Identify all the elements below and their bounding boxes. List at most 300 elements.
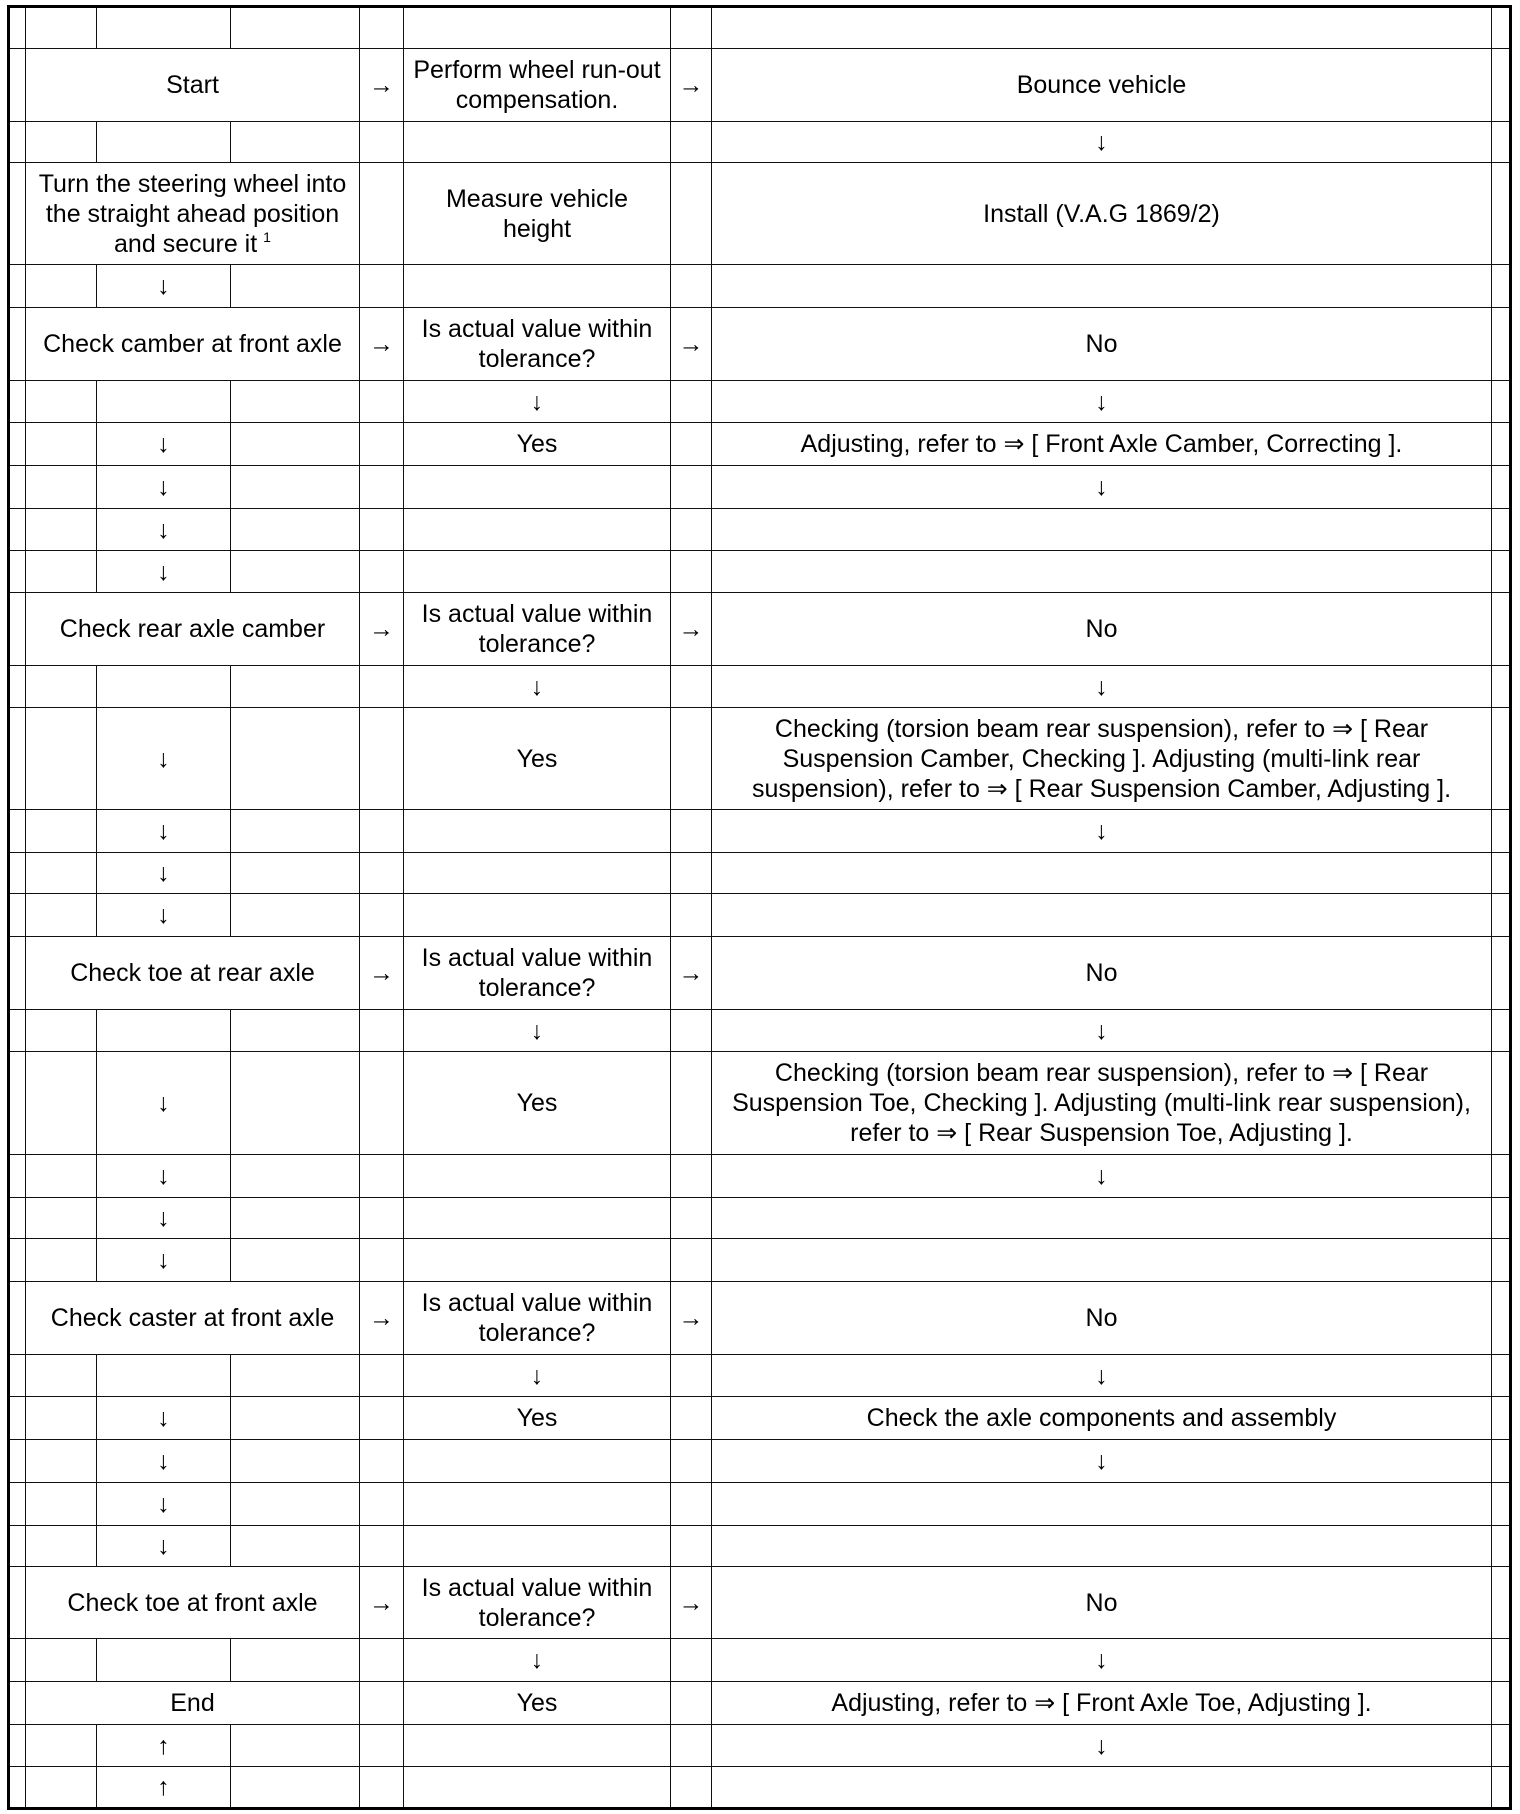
result-cell-content xyxy=(1086,1588,1118,1618)
result-cell xyxy=(712,1483,1492,1526)
connector-arrow-cell xyxy=(360,466,404,509)
connector-arrow-cell xyxy=(671,894,712,937)
arrow-right-icon: → xyxy=(678,959,704,987)
empty-cell xyxy=(26,1767,97,1808)
result-cell xyxy=(712,466,1492,509)
check-cell xyxy=(404,1010,671,1052)
step-cell xyxy=(26,163,360,265)
arrow-down-icon: ↓ xyxy=(157,744,170,773)
check-cell xyxy=(404,1198,671,1239)
connector-arrow-cell xyxy=(671,1198,712,1239)
connector-arrow-cell xyxy=(671,937,712,1010)
flow-arrow-cell-content xyxy=(157,1446,170,1476)
empty-cell xyxy=(26,509,97,551)
check-cell-content xyxy=(517,744,558,774)
connector-arrow-cell xyxy=(671,1052,712,1155)
arrow-down-icon: ↓ xyxy=(157,1204,170,1232)
flow-arrow-cell-content xyxy=(157,1203,170,1233)
result-cell xyxy=(712,1010,1492,1052)
margin-cell-left xyxy=(8,122,26,163)
flow-arrow-cell xyxy=(97,1483,231,1526)
result-cell xyxy=(712,1725,1492,1767)
check-cell-content xyxy=(517,1403,558,1433)
margin-cell-right xyxy=(1492,1155,1511,1198)
result-cell-label: Checking (torsion beam rear suspension), refer to ⇒ [ Rear Suspension Camber, Checking ]. Adjusting (multi-link rear suspension), refer to ⇒ [ Rear Suspension Camber, Adjusting ]. xyxy=(751,714,1452,803)
arrow-down-icon: ↓ xyxy=(1095,817,1108,845)
empty-cell xyxy=(231,122,360,163)
footnote-marker: 1 xyxy=(263,228,271,245)
arrow-down-icon: ↓ xyxy=(157,817,170,845)
result-cell-content xyxy=(719,714,1484,804)
connector-arrow-cell xyxy=(671,1155,712,1198)
result-cell-content xyxy=(719,1058,1484,1148)
connector-arrow-cell xyxy=(671,509,712,551)
result-cell xyxy=(712,265,1492,308)
check-cell-content xyxy=(517,1088,558,1118)
step-cell-content xyxy=(33,169,352,259)
connector-arrow-cell xyxy=(671,122,712,163)
flow-arrow-cell xyxy=(97,1526,231,1567)
margin-cell-left xyxy=(8,308,26,381)
margin-cell-left xyxy=(8,1725,26,1767)
connector-arrow-cell xyxy=(671,1355,712,1397)
empty-cell xyxy=(26,1010,97,1052)
connector-arrow-cell xyxy=(360,308,404,381)
flow-arrow-cell xyxy=(97,1725,231,1767)
empty-cell xyxy=(231,853,360,894)
margin-cell-left xyxy=(8,810,26,853)
check-cell-label: Is actual value within tolerance? xyxy=(421,315,653,373)
arrow-right-icon: → xyxy=(369,1304,394,1332)
margin-cell-right xyxy=(1492,1639,1511,1682)
flow-arrow-cell xyxy=(97,1198,231,1239)
flow-arrow-cell-content xyxy=(157,1245,170,1275)
step-cell xyxy=(26,593,360,666)
margin-cell-right xyxy=(1492,308,1511,381)
result-cell xyxy=(712,163,1492,265)
margin-cell-left xyxy=(8,1052,26,1155)
empty-cell xyxy=(231,1440,360,1483)
margin-cell-right xyxy=(1492,708,1511,810)
check-cell xyxy=(404,551,671,593)
arrow-right-icon: → xyxy=(369,330,394,358)
result-cell xyxy=(712,1682,1492,1725)
arrow-down-icon: ↓ xyxy=(157,1490,170,1518)
margin-cell-right xyxy=(1492,466,1511,509)
check-cell xyxy=(404,163,671,265)
result-cell xyxy=(712,937,1492,1010)
flow-arrow-cell-content xyxy=(157,858,170,888)
empty-cell xyxy=(26,1397,97,1440)
arrow-right-icon: → xyxy=(678,615,704,643)
check-cell-label: Yes xyxy=(516,1404,558,1432)
check-cell-label: Yes xyxy=(516,430,558,458)
check-cell-content xyxy=(411,55,663,115)
step-cell-content xyxy=(43,329,342,359)
connector-arrow-cell xyxy=(360,163,404,265)
connector-arrow-cell xyxy=(671,1567,712,1639)
result-cell-content xyxy=(1095,1645,1108,1675)
check-cell xyxy=(404,265,671,308)
connector-arrow-cell xyxy=(671,265,712,308)
flow-arrow-cell-content xyxy=(157,515,170,545)
margin-cell-left xyxy=(8,853,26,894)
flow-arrow-cell-content xyxy=(157,1403,170,1433)
result-cell xyxy=(712,1198,1492,1239)
margin-cell-left xyxy=(8,1355,26,1397)
step-cell-label: Check toe at front axle xyxy=(67,1588,318,1617)
empty-cell xyxy=(231,265,360,308)
margin-cell-right xyxy=(1492,894,1511,937)
margin-cell-right xyxy=(1492,381,1511,423)
connector-arrow-cell xyxy=(671,1010,712,1052)
margin-cell-right xyxy=(1492,1397,1511,1440)
arrow-down-icon: ↓ xyxy=(157,1089,170,1117)
margin-cell-right xyxy=(1492,122,1511,163)
empty-cell xyxy=(26,894,97,937)
flow-arrow-cell-content xyxy=(157,429,170,459)
margin-cell-left xyxy=(8,49,26,122)
empty-cell xyxy=(231,381,360,423)
check-cell-content xyxy=(411,314,663,374)
margin-cell-right xyxy=(1492,1526,1511,1567)
check-cell xyxy=(404,1767,671,1808)
check-cell-content xyxy=(411,943,663,1003)
margin-cell-left xyxy=(8,1682,26,1725)
connector-arrow-cell xyxy=(671,423,712,466)
margin-cell-left xyxy=(8,381,26,423)
check-cell xyxy=(404,381,671,423)
margin-cell-left xyxy=(8,1282,26,1355)
flow-arrow-cell xyxy=(97,810,231,853)
result-cell-content xyxy=(1095,672,1108,702)
connector-arrow-cell xyxy=(671,810,712,853)
margin-cell-right xyxy=(1492,1725,1511,1767)
arrow-down-icon: ↓ xyxy=(157,859,170,887)
empty-cell xyxy=(26,1483,97,1526)
check-cell xyxy=(404,708,671,810)
connector-arrow-cell xyxy=(671,666,712,708)
empty-cell xyxy=(26,1239,97,1282)
result-cell-content xyxy=(1086,329,1118,359)
connector-arrow-cell xyxy=(360,1010,404,1052)
check-cell xyxy=(404,666,671,708)
margin-cell-left xyxy=(8,894,26,937)
flow-arrow-cell-content xyxy=(157,1772,170,1802)
flow-arrow-cell xyxy=(97,1239,231,1282)
arrow-down-icon: ↓ xyxy=(1095,1162,1108,1190)
result-cell-content xyxy=(1086,614,1118,644)
arrow-down-icon: ↓ xyxy=(1095,1361,1108,1390)
margin-cell-left xyxy=(8,509,26,551)
check-cell xyxy=(404,1155,671,1198)
check-cell xyxy=(404,1440,671,1483)
empty-cell xyxy=(26,265,97,308)
check-cell-label: Is actual value within tolerance? xyxy=(421,600,653,658)
empty-cell xyxy=(26,1526,97,1567)
check-cell xyxy=(404,1639,671,1682)
result-cell-content xyxy=(1095,1446,1108,1476)
empty-cell xyxy=(26,1198,97,1239)
empty-cell xyxy=(26,423,97,466)
connector-arrow-cell xyxy=(671,1767,712,1808)
empty-cell xyxy=(231,1767,360,1808)
connector-arrow-cell xyxy=(360,894,404,937)
margin-cell-right xyxy=(1492,1355,1511,1397)
empty-cell xyxy=(231,6,360,49)
connector-arrow-cell xyxy=(671,708,712,810)
connector-arrow-cell xyxy=(671,6,712,49)
margin-cell-right xyxy=(1492,1483,1511,1526)
connector-arrow-cell-content xyxy=(679,70,704,100)
connector-arrow-cell xyxy=(360,509,404,551)
check-cell-content xyxy=(517,429,558,459)
check-cell-content xyxy=(411,184,663,244)
flow-arrow-cell xyxy=(97,423,231,466)
result-cell-content xyxy=(1095,387,1108,417)
connector-arrow-cell xyxy=(360,810,404,853)
result-cell xyxy=(712,122,1492,163)
flow-arrow-cell-content xyxy=(157,1161,170,1191)
arrow-down-icon: ↓ xyxy=(530,387,544,416)
step-cell xyxy=(26,1567,360,1639)
check-cell-content xyxy=(411,1288,663,1348)
arrow-down-icon: ↓ xyxy=(157,430,170,458)
connector-arrow-cell-content xyxy=(369,614,394,644)
result-cell-label: No xyxy=(1085,1304,1118,1332)
margin-cell-left xyxy=(8,593,26,666)
flow-arrow-cell xyxy=(97,551,231,593)
connector-arrow-cell xyxy=(360,6,404,49)
check-cell xyxy=(404,423,671,466)
empty-cell xyxy=(231,894,360,937)
result-cell-content xyxy=(801,429,1403,459)
check-cell xyxy=(404,1355,671,1397)
connector-arrow-cell xyxy=(671,381,712,423)
empty-cell xyxy=(26,853,97,894)
empty-cell xyxy=(26,122,97,163)
empty-cell xyxy=(231,810,360,853)
check-cell xyxy=(404,593,671,666)
margin-cell-right xyxy=(1492,1052,1511,1155)
flow-arrow-cell xyxy=(97,1639,231,1682)
flow-arrow-cell xyxy=(97,509,231,551)
margin-cell-right xyxy=(1492,1440,1511,1483)
connector-arrow-cell xyxy=(671,1239,712,1282)
check-cell-label: Yes xyxy=(516,1689,558,1717)
margin-cell-left xyxy=(8,423,26,466)
empty-cell xyxy=(231,1639,360,1682)
connector-arrow-cell xyxy=(360,1355,404,1397)
check-cell xyxy=(404,810,671,853)
margin-cell-right xyxy=(1492,1198,1511,1239)
connector-arrow-cell xyxy=(360,1526,404,1567)
result-cell-label: Bounce vehicle xyxy=(1016,71,1187,99)
empty-cell xyxy=(26,1725,97,1767)
flow-arrow-cell-content xyxy=(157,744,170,774)
margin-cell-right xyxy=(1492,1010,1511,1052)
empty-cell xyxy=(231,466,360,509)
margin-cell-left xyxy=(8,937,26,1010)
arrow-down-icon: ↓ xyxy=(1095,387,1108,416)
flow-arrow-cell xyxy=(97,1052,231,1155)
empty-cell xyxy=(231,551,360,593)
margin-cell-right xyxy=(1492,265,1511,308)
check-cell-label: Is actual value within tolerance? xyxy=(421,944,653,1002)
arrow-down-icon: ↓ xyxy=(530,1646,544,1674)
check-cell xyxy=(404,308,671,381)
arrow-up-icon: ↑ xyxy=(157,1731,170,1760)
margin-cell-right xyxy=(1492,163,1511,265)
arrow-right-icon: → xyxy=(369,615,394,643)
margin-cell-right xyxy=(1492,49,1511,122)
arrow-right-icon: → xyxy=(369,959,394,987)
flow-arrow-cell-content xyxy=(157,472,170,502)
margin-cell-left xyxy=(8,551,26,593)
arrow-down-icon: ↓ xyxy=(157,557,170,586)
arrow-right-icon: → xyxy=(369,1588,394,1617)
check-cell xyxy=(404,1239,671,1282)
check-cell-content xyxy=(531,672,544,702)
margin-cell-right xyxy=(1492,1567,1511,1639)
result-cell xyxy=(712,308,1492,381)
margin-cell-left xyxy=(8,1567,26,1639)
arrow-right-icon: → xyxy=(678,71,704,99)
result-cell xyxy=(712,381,1492,423)
connector-arrow-cell xyxy=(360,1725,404,1767)
step-cell xyxy=(26,1682,360,1725)
flow-arrow-cell xyxy=(97,666,231,708)
margin-cell-left xyxy=(8,1440,26,1483)
arrow-down-icon: ↓ xyxy=(157,1447,170,1475)
margin-cell-left xyxy=(8,163,26,265)
connector-arrow-cell xyxy=(671,1682,712,1725)
empty-cell xyxy=(231,1355,360,1397)
result-cell xyxy=(712,1282,1492,1355)
connector-arrow-cell-content xyxy=(679,329,704,359)
margin-cell-left xyxy=(8,1397,26,1440)
step-cell-content xyxy=(70,958,315,988)
result-cell-label: Check the axle components and assembly xyxy=(866,1404,1337,1432)
connector-arrow-cell-content xyxy=(369,70,394,100)
arrow-down-icon: ↓ xyxy=(1095,1447,1108,1475)
result-cell xyxy=(712,6,1492,49)
empty-cell xyxy=(231,509,360,551)
arrow-down-icon: ↓ xyxy=(1095,1016,1108,1045)
connector-arrow-cell xyxy=(360,1239,404,1282)
connector-arrow-cell xyxy=(671,593,712,666)
empty-cell xyxy=(231,423,360,466)
check-cell-content xyxy=(531,1645,544,1675)
flow-arrow-cell xyxy=(97,1355,231,1397)
step-cell xyxy=(26,937,360,1010)
check-cell xyxy=(404,49,671,122)
result-cell-content xyxy=(1095,1731,1108,1761)
check-cell-label: Yes xyxy=(516,744,558,773)
result-cell-content xyxy=(1095,1361,1108,1391)
check-cell-content xyxy=(517,1688,558,1718)
flow-arrow-cell-content xyxy=(157,271,170,301)
margin-cell-right xyxy=(1492,1239,1511,1282)
flow-arrow-cell-content xyxy=(157,1088,170,1118)
result-cell xyxy=(712,853,1492,894)
empty-cell xyxy=(231,666,360,708)
step-cell-content xyxy=(166,70,219,100)
empty-cell xyxy=(231,1725,360,1767)
result-cell-label: No xyxy=(1085,959,1118,987)
check-cell xyxy=(404,1567,671,1639)
empty-cell xyxy=(26,1639,97,1682)
empty-cell xyxy=(26,1155,97,1198)
flow-arrow-cell xyxy=(97,1010,231,1052)
arrow-right-icon: → xyxy=(678,1588,704,1617)
connector-arrow-cell xyxy=(360,1198,404,1239)
connector-arrow-cell xyxy=(360,49,404,122)
flow-arrow-cell xyxy=(97,381,231,423)
result-cell-content xyxy=(867,1403,1337,1433)
connector-arrow-cell xyxy=(360,1639,404,1682)
connector-arrow-cell xyxy=(360,1282,404,1355)
step-cell-label: Check rear axle camber xyxy=(59,615,326,643)
step-cell xyxy=(26,308,360,381)
connector-arrow-cell-content xyxy=(369,958,394,988)
check-cell xyxy=(404,122,671,163)
check-cell xyxy=(404,1682,671,1725)
margin-cell-left xyxy=(8,466,26,509)
result-cell-content xyxy=(1086,958,1118,988)
connector-arrow-cell xyxy=(671,1397,712,1440)
connector-arrow-cell-content xyxy=(369,1303,394,1333)
check-cell xyxy=(404,937,671,1010)
check-cell-content xyxy=(531,1361,544,1391)
margin-cell-right xyxy=(1492,509,1511,551)
arrow-down-icon: ↓ xyxy=(530,1361,544,1390)
flow-arrow-cell xyxy=(97,853,231,894)
connector-arrow-cell xyxy=(360,423,404,466)
empty-cell xyxy=(26,381,97,423)
arrow-down-icon: ↓ xyxy=(157,272,170,300)
connector-arrow-cell-content xyxy=(679,958,704,988)
arrow-down-icon: ↓ xyxy=(1095,128,1108,156)
check-cell xyxy=(404,853,671,894)
check-cell xyxy=(404,1526,671,1567)
flow-arrow-cell-content xyxy=(157,1489,170,1519)
empty-cell xyxy=(231,708,360,810)
empty-cell xyxy=(231,1239,360,1282)
margin-cell-right xyxy=(1492,423,1511,466)
margin-cell-left xyxy=(8,1483,26,1526)
result-cell xyxy=(712,1526,1492,1567)
step-cell-content xyxy=(67,1588,317,1618)
connector-arrow-cell xyxy=(671,466,712,509)
connector-arrow-cell xyxy=(360,708,404,810)
result-cell-label: No xyxy=(1085,1588,1118,1617)
check-cell-content xyxy=(411,1573,663,1633)
check-cell-content xyxy=(531,387,544,417)
flow-arrow-cell-content xyxy=(157,900,170,930)
connector-arrow-cell xyxy=(360,381,404,423)
connector-arrow-cell-content xyxy=(679,614,704,644)
margin-cell-left xyxy=(8,1155,26,1198)
check-cell xyxy=(404,1725,671,1767)
check-cell-label: Is actual value within tolerance? xyxy=(421,1289,653,1347)
margin-cell-right xyxy=(1492,853,1511,894)
result-cell-content xyxy=(983,199,1220,229)
check-cell-label: Perform wheel run-out compensation. xyxy=(413,56,661,114)
empty-cell xyxy=(26,810,97,853)
result-cell xyxy=(712,1239,1492,1282)
margin-cell-left xyxy=(8,666,26,708)
